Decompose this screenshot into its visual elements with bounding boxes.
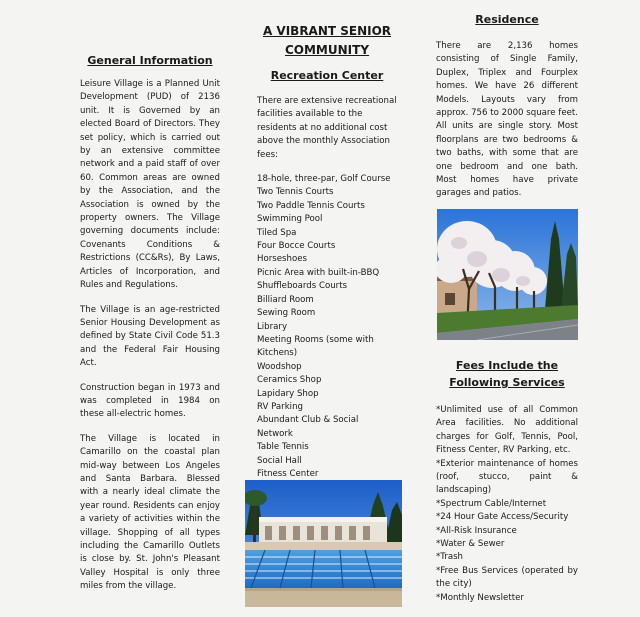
facility-item: Abundant Club & Social Network [257,415,359,439]
services-list [436,404,578,605]
paragraph: The Village is located in Camarillo on the coastal plan mid-way between Los Angeles and Santa Barbara. Blessed with a nearly ideal climate the year round. Residents can enjoy a variety of activities within the village. Shopping of all types including the Camarillo Outlets is close by. St. John's Pleasant Valley Hospital is only three miles from the village. [80,433,220,592]
facility-item: Swimming Pool [257,214,323,225]
fees-body [436,404,578,605]
facility-item: RV Parking [257,401,303,412]
pool-photo [245,480,402,607]
facility-item: Four Bocce Courts [257,241,336,252]
facility-item: Horseshoes [257,254,307,265]
pool-photo-illustration [245,480,402,607]
paragraph: Construction began in 1973 and was completed in 1984 on these all-electric homes. [80,382,220,420]
residence-body: There are 2,136 homes consisting of Single Family, Duplex, Triplex and Fourplex homes. We have 26 different Models. Layouts vary from approx. 756 to 2000 square feet. All units are single story. Most floorplans are two bedrooms & two baths, with some that are one bedroom and one bath. Most homes have private garages and patios. [436,41,578,199]
facility-list [257,173,397,481]
village-street-illustration [437,209,578,340]
brochure-title: A VIBRANT SENIOR COMMUNITY [262,24,392,57]
service-item: *Exterior maintenance of homes (roof, stucco, paint & landscaping) [436,458,578,496]
facility-item: Lapidary Shop [257,388,319,399]
facility-item: Ceramics Shop [257,375,322,386]
residence-heading: Residence [475,13,539,26]
facility-item: Meeting Rooms (some with Kitchens) [257,334,374,359]
service-item: *All-Risk Insurance [436,525,517,536]
service-item: *Monthly Newsletter [436,592,524,603]
facility-item: Tiled Spa [257,227,297,238]
general-information-heading: General Information [87,54,213,67]
service-item: *Free Bus Services (operated by the city) [436,565,578,590]
facility-item: Shuffleboards Courts [257,281,348,292]
service-item: *Water & Sewer [436,539,505,550]
facility-item: Social Hall [257,455,302,466]
fees-heading: Fees Include the Following Services [449,359,565,389]
facility-item: Table Tennis [257,442,309,453]
facility-item: Woodshop [257,361,302,372]
recreation-intro: There are extensive recreational facilities available to the residents at no additional cost above the monthly Association fees: [257,96,397,160]
service-item: *Unlimited use of all Common Area facilities. No additional charges for Golf, Tennis, Pool, Fitness Center, RV Parking, etc. [436,405,578,456]
service-item: *Spectrum Cable/Internet [436,498,547,509]
recreation-center-body [257,95,397,481]
facility-item: Two Tennis Courts [257,187,334,198]
facility-item: Billiard Room [257,294,314,305]
facility-item: Fitness Center [257,468,319,479]
village-street-photo [437,209,578,340]
facility-item: Library [257,321,288,332]
facility-item: Picnic Area with built-in-BBQ [257,267,380,278]
service-item: *24 Hour Gate Access/Security [436,512,569,523]
paragraph: The Village is an age-restricted Senior Housing Development as defined by State Civil Code 51.3 and the Federal Fair Housing Act. [80,304,220,369]
recreation-center-heading: Recreation Center [270,69,384,82]
facility-item: Sewing Room [257,308,316,319]
facility-item: 18-hole, three-par, Golf Course [257,174,391,185]
paragraph: Leisure Village is a Planned Unit Development (PUD) of 2136 unit. It is Governed by an elected Board of Directors. They set policy, which is carried out by an extensive committee network and a paid staff of over 60. Common areas are owned by the Association, and the Association is owned by the property owners. The Village governing documents include: Covenants Conditions & Restrictions (CC&Rs), By Laws, Articles of Incorporation, and Rules and Regulations. [80,79,220,291]
general-information-body [80,78,220,605]
facility-item: Two Paddle Tennis Courts [257,200,365,211]
service-item: *Trash [436,552,464,563]
